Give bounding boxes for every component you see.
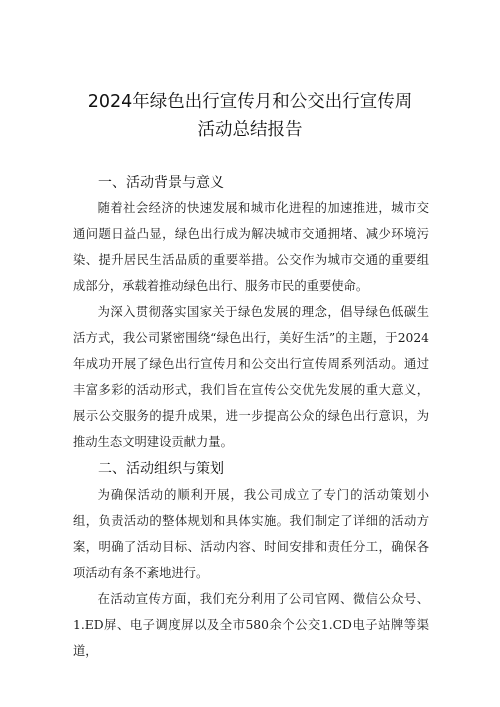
title-line-1: 2024年绿色出行宣传月和公交出行宣传周 (87, 92, 413, 112)
title-line-2: 活动总结报告 (197, 120, 303, 140)
section-heading-organization: 二、活动组织与策划 (98, 461, 224, 477)
section-heading-background: 一、活动背景与意义 (98, 175, 224, 191)
paragraph-publicity: 在活动宣传方面，我们充分利用了公司官网、微信公众号、1.ED屏、电子调度屏以及全市580余个公交1.CD电子站牌等渠道， (73, 592, 429, 658)
paragraph-background: 随着社会经济的快速发展和城市化进程的加速推进，城市交通问题日益凸显，绿色出行成为解决城市交通拥堵、减少环境污染、提升居民生活品质的重要举措。公交作为城市交通的重要组成部分，承载着推动绿色出行、服务市民的重要使命。 (73, 201, 429, 293)
paragraph-purpose: 为深入贯彻落实国家关于绿色发展的理念，倡导绿色低碳生活方式，我公司紧密围绕“绿色出行，美好生活”的主题，于2024年成功开展了绿色出行宣传月和公交出行宣传周系列活动。通过丰富多彩的活动形式，我们旨在宣传公交优先发展的重大意义，展示公交服务的提升成果，进一步提高公众的绿色出行意识，为推动生态文明建设贡献力量。 (73, 305, 429, 449)
paragraph-organization: 为确保活动的顺利开展，我公司成立了专门的活动策划小组，负责活动的整体规划和具体实施。我们制定了详细的活动方案，明确了活动目标、活动内容、时间安排和责任分工，确保各项活动有条不紊地进行。 (73, 488, 429, 580)
document-title (40, 88, 460, 144)
